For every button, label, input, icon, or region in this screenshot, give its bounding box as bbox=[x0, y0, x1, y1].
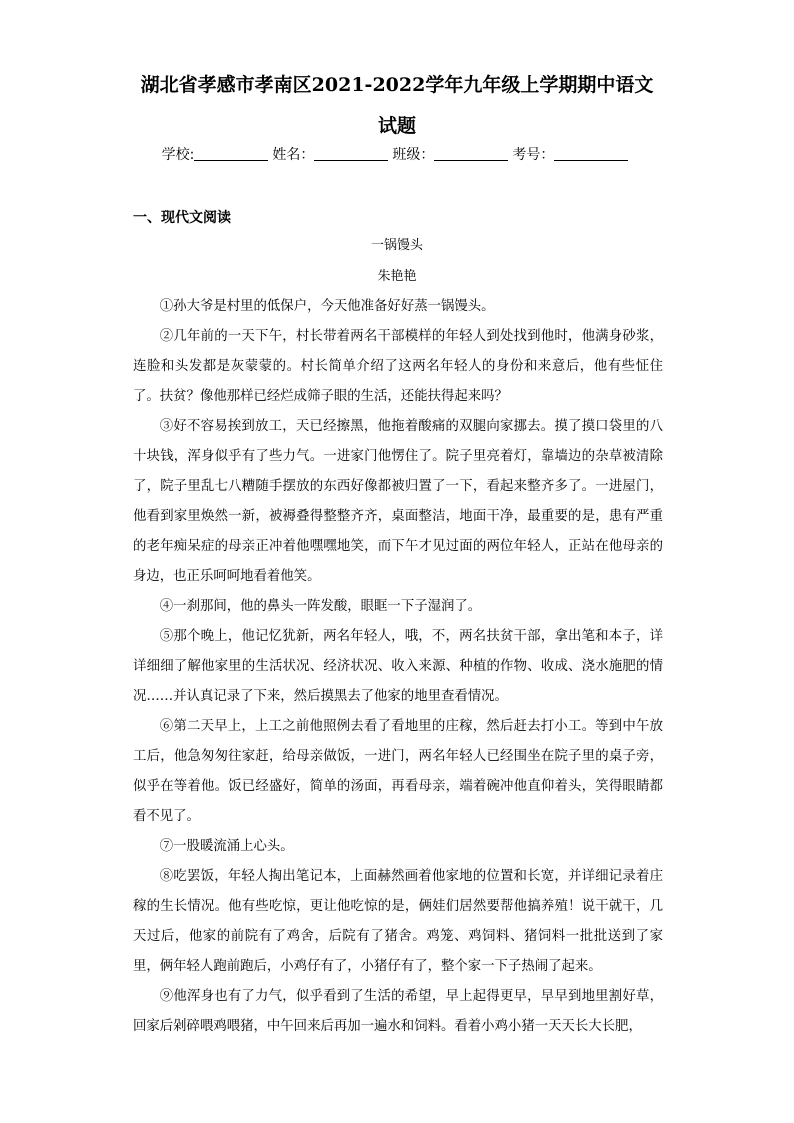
paragraph-1: ①孙大爷是村里的低保户，今天他准备好好蒸一锅馒头。 bbox=[159, 299, 495, 314]
paragraph-5: ⑤那个晚上，他记忆犹新，两名年轻人，哦，不，两名扶贫干部，拿出笔和本子，详详细细了解他家里的生活状况、经济状况、收入来源、种植的作物、收成、浇水施肥的情况……并认真记录了下来，然后摸黑去了他家的地里查看情况。 bbox=[133, 629, 663, 704]
number-label: 考号： bbox=[512, 147, 555, 163]
paragraph-3: ③好不容易挨到放工，天已经擦黑，他拖着酸痛的双腿向家挪去。摸了摸口袋里的八十块钱，浑身似乎有了些力气。一进家门他愣住了。院子里亮着灯，靠墙边的杂草被清除了，院子里乱七八糟随手摆放的东西好像都被归置了一下，看起来整齐多了。一进屋门，他看到家里焕然一新，被褥叠得整整齐齐，桌面整洁，地面干净，最重要的是，患有严重的老年痴呆症的母亲正冲着他嘿嘿地笑，而下午才见过面的两位年轻人，正站在他母亲的身边，也正乐呵呵地看着他笑。 bbox=[133, 419, 663, 584]
student-info-row bbox=[0, 144, 794, 164]
section-heading: 一、现代文阅读 bbox=[133, 210, 231, 226]
number-blank bbox=[554, 146, 628, 161]
article-title: 一锅馒头 bbox=[370, 238, 423, 253]
paragraph-4: ④一刹那间，他的鼻头一阵发酸，眼眶一下子湿润了。 bbox=[159, 599, 482, 614]
school-blank bbox=[194, 146, 268, 161]
class-blank bbox=[434, 146, 508, 161]
article-author: 朱艳艳 bbox=[377, 269, 417, 284]
paragraph-7: ⑦一股暖流涌上心头。 bbox=[159, 839, 294, 854]
article-body bbox=[133, 292, 663, 1042]
exam-title-line2: 试题 bbox=[377, 115, 416, 137]
name-label: 姓名： bbox=[272, 147, 315, 163]
paragraph-6: ⑥第二天早上，上工之前他照例去看了看地里的庄稼，然后赶去打小工。等到中午放工后，他急匆匆往家赶，给母亲做饭，一进门，两名年轻人已经围坐在院子里的桌子旁，似乎在等着他。饭已经盛好，简单的汤面，再看母亲，端着碗冲他直仰着头，笑得眼睛都看不见了。 bbox=[133, 719, 663, 824]
exam-title-line1: 湖北省孝感市孝南区2021-2022学年九年级上学期期中语文 bbox=[140, 74, 654, 96]
paragraph-9: ⑨他浑身也有了力气，似乎看到了生活的希望，早上起得更早，早早到地里割好草，回家后剁碎喂鸡喂猪，中午回来后再加一遍水和饲料。看着小鸡小猪一天天长大长肥， bbox=[133, 989, 663, 1034]
school-label: 学校: bbox=[161, 147, 195, 163]
paragraph-2: ②几年前的一天下午，村长带着两名干部模样的年轻人到处找到他时，他满身砂浆，连脸和头发都是灰蒙蒙的。村长简单介绍了这两名年轻人的身份和来意后，他有些怔住了。扶贫？像他那样已经烂成筛子眼的生活，还能扶得起来吗？ bbox=[133, 329, 663, 404]
class-label: 班级： bbox=[392, 147, 435, 163]
paragraph-8: ⑧吃罢饭，年轻人掏出笔记本，上面赫然画着他家地的位置和长宽，并详细记录着庄稼的生长情况。他有些吃惊，更让他吃惊的是，俩娃们居然要帮他搞养殖！说干就干，几天过后，他家的前院有了鸡舍，后院有了猪舍。鸡笼、鸡饲料、猪饲料一批批送到了家里，俩年轻人跑前跑后，小鸡仔有了，小猪仔有了，整个家一下子热闹了起来。 bbox=[133, 869, 663, 974]
name-blank bbox=[314, 146, 388, 161]
